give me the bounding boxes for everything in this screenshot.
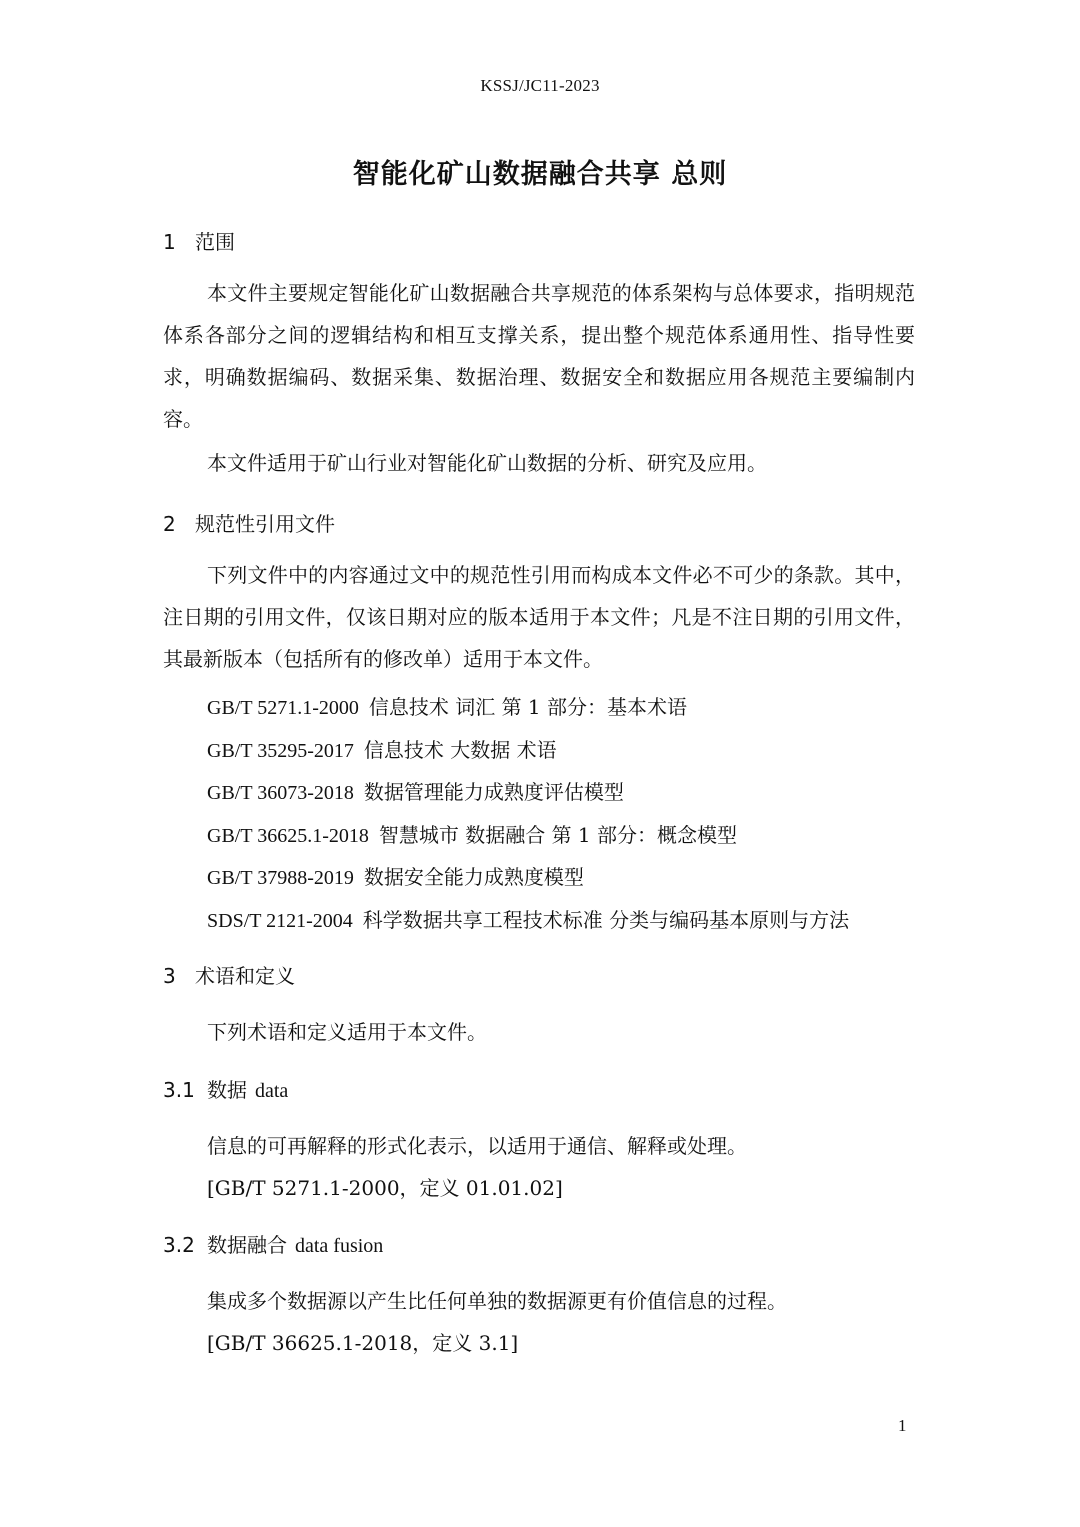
section-heading-terms-definitions [163,960,295,989]
section-heading-scope [163,226,235,255]
references-intro: 下列文件中的内容通过文中的规范性引用而构成本文件必不可少的条款。其中，注日期的引用文件，仅该日期对应的版本适用于本文件；凡是不注日期的引用文件，其最新版本（包括所有的修改单）适用于本文件。 [163,563,915,671]
term-number: 3.2 [163,1233,195,1257]
reference-code: GB/T 37988-2019 [207,867,354,889]
reference-item [207,904,849,933]
section-title: 规范性引用文件 [195,512,335,536]
scope-paragraph-2: 本文件适用于矿山行业对智能化矿山数据的分析、研究及应用。 [207,451,767,475]
reference-title: 科学数据共享工程技术标准 分类与编码基本原则与方法 [362,908,850,932]
reference-item [207,734,557,763]
reference-code: GB/T 36625.1-2018 [207,825,369,847]
term-name: 数据 [207,1078,247,1102]
page-number: 1 [898,1416,907,1435]
term-name: 数据融合 [207,1233,287,1257]
section-number: 1 [163,230,176,254]
term-definition: 信息的可再解释的形式化表示，以适用于通信、解释或处理。 [207,1134,747,1158]
section-title: 术语和定义 [195,964,295,988]
reference-code: GB/T 5271.1-2000 [207,697,359,719]
term-source: [GB/T 5271.1-2000，定义 01.01.02] [207,1176,563,1200]
term-heading-data-fusion [163,1229,383,1258]
term-source: [GB/T 36625.1-2018，定义 3.1] [207,1331,519,1355]
term-heading-data [163,1074,288,1103]
reference-title: 数据管理能力成熟度评估模型 [363,780,624,804]
scope-paragraph-1: 本文件主要规定智能化矿山数据融合共享规范的体系架构与总体要求，指明规范体系各部分之间的逻辑结构和相互支撑关系，提出整个规范体系通用性、指导性要求，明确数据编码、数据采集、数据治理、数据安全和数据应用各规范主要编制内容。 [163,281,915,431]
terms-intro: 下列术语和定义适用于本文件。 [207,1020,487,1044]
reference-item [207,691,687,720]
section-number: 3 [163,964,176,988]
reference-title: 信息技术 大数据 术语 [363,738,557,762]
term-english: data [255,1080,289,1102]
reference-code: GB/T 36073-2018 [207,782,354,804]
section-title: 范围 [195,230,235,254]
reference-title: 信息技术 词汇 第 1 部分：基本术语 [368,695,688,719]
term-english: data fusion [295,1235,384,1257]
reference-item [207,776,624,805]
section-number: 2 [163,512,176,536]
term-definition: 集成多个数据源以产生比任何单独的数据源更有价值信息的过程。 [207,1289,787,1313]
term-number: 3.1 [163,1078,195,1102]
reference-code: SDS/T 2121-2004 [207,910,353,932]
reference-title: 数据安全能力成熟度模型 [363,865,584,889]
document-code: KSSJ/JC11-2023 [480,76,600,95]
reference-item [207,861,584,890]
reference-title: 智慧城市 数据融合 第 1 部分：概念模型 [378,823,738,847]
reference-code: GB/T 35295-2017 [207,740,354,762]
document-title: 智能化矿山数据融合共享 总则 [352,159,728,190]
reference-item [207,819,737,848]
section-heading-normative-references [163,508,335,537]
